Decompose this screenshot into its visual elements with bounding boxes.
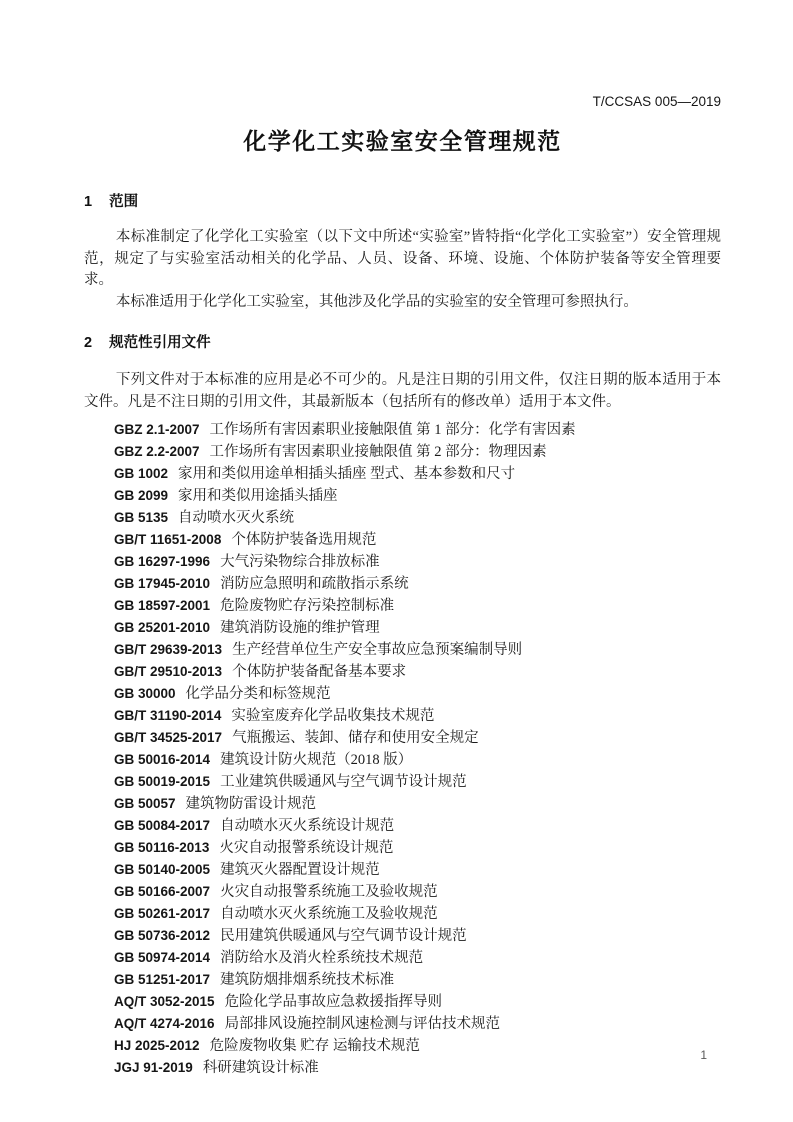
reference-item: [114, 947, 721, 969]
reference-code: GB 50116-2013: [114, 840, 210, 855]
reference-item: [114, 507, 721, 529]
reference-code: GB 25201-2010: [114, 620, 211, 635]
reference-item: [114, 903, 721, 925]
reference-code: GB 18597-2001: [114, 598, 211, 613]
reference-code: AQ/T 3052-2015: [114, 994, 215, 1009]
reference-item: [114, 573, 721, 595]
reference-title: 化学品分类和标签规范: [185, 686, 331, 702]
reference-item: [114, 991, 721, 1013]
reference-code: GB/T 11651-2008: [114, 532, 222, 547]
reference-item: [114, 969, 721, 991]
section-2-title: 规范性引用文件: [109, 335, 211, 351]
reference-code: GB 50261-2017: [114, 906, 211, 921]
reference-title: 家用和类似用途插头插座: [178, 488, 338, 504]
reference-title: 工作场所有害因素职业接触限值 第 2 部分：物理因素: [209, 444, 547, 460]
document-title: 化学化工实验室安全管理规范: [243, 128, 562, 154]
reference-title: 火灾自动报警系统设计规范: [219, 840, 394, 856]
reference-title: 工业建筑供暖通风与空气调节设计规范: [220, 774, 467, 790]
reference-title: 消防给水及消火栓系统技术规范: [220, 950, 424, 966]
reference-title: 科研建筑设计标准: [202, 1060, 319, 1076]
reference-item: [114, 727, 721, 749]
reference-code: JGJ 91-2019: [114, 1060, 193, 1075]
reference-item: [114, 617, 721, 639]
reference-title: 建筑物防雷设计规范: [185, 796, 317, 812]
reference-item: [114, 661, 721, 683]
reference-item: [114, 683, 721, 705]
reference-title: 个体防护装备选用规范: [231, 532, 377, 548]
reference-code: GB 50057: [114, 796, 176, 811]
section-2-number: 2: [84, 335, 93, 351]
reference-code: AQ/T 4274-2016: [114, 1016, 215, 1031]
references-list: [84, 419, 721, 1079]
reference-item: [114, 595, 721, 617]
reference-title: 民用建筑供暖通风与空气调节设计规范: [220, 928, 467, 944]
reference-title: 火灾自动报警系统施工及验收规范: [220, 884, 438, 900]
reference-title: 自动喷水灭火系统施工及验收规范: [220, 906, 438, 922]
references-intro-paragraph: 下列文件对于本标准的应用是必不可少的。凡是注日期的引用文件，仅注日期的版本适用于本文件。凡是不注日期的引用文件，其最新版本（包括所有的修改单）适用于本文件。: [84, 372, 721, 410]
reference-code: GB/T 34525-2017: [114, 730, 223, 745]
reference-code: GB 50140-2005: [114, 862, 211, 877]
reference-title: 危险废物贮存污染控制标准: [220, 598, 395, 614]
reference-item: [114, 749, 721, 771]
reference-code: GB 50016-2014: [114, 752, 211, 767]
reference-title: 局部排风设施控制风速检测与评估技术规范: [224, 1016, 501, 1032]
reference-item: [114, 925, 721, 947]
reference-title: 自动喷水灭火系统: [178, 510, 295, 526]
reference-item: [114, 837, 721, 859]
reference-item: [114, 1057, 721, 1079]
reference-item: [114, 485, 721, 507]
section-2-heading: [84, 333, 721, 353]
reference-code: GB 50084-2017: [114, 818, 211, 833]
reference-code: GB 5135: [114, 510, 169, 525]
reference-item: [114, 529, 721, 551]
reference-title: 危险废物收集 贮存 运输技术规范: [209, 1038, 420, 1054]
reference-item: [114, 859, 721, 881]
reference-item: [114, 771, 721, 793]
reference-title: 建筑设计防火规范（2018 版）: [220, 752, 413, 768]
reference-code: GB 2099: [114, 488, 169, 503]
reference-code: HJ 2025-2012: [114, 1038, 200, 1053]
reference-title: 建筑消防设施的维护管理: [220, 620, 380, 636]
reference-item: [114, 1035, 721, 1057]
reference-item: [114, 881, 721, 903]
reference-title: 建筑灭火器配置设计规范: [220, 862, 380, 878]
reference-title: 气瓶搬运、装卸、储存和使用安全规定: [232, 730, 479, 746]
reference-title: 消防应急照明和疏散指示系统: [220, 576, 409, 592]
standard-number: T/CCSAS 005—2019: [592, 94, 721, 109]
section-1-title: 范围: [109, 194, 139, 210]
section-1-heading: [84, 192, 721, 212]
reference-item: [114, 463, 721, 485]
reference-code: GB/T 29510-2013: [114, 664, 223, 679]
reference-code: GB/T 29639-2013: [114, 642, 223, 657]
reference-code: GB/T 31190-2014: [114, 708, 222, 723]
reference-item: [114, 815, 721, 837]
reference-code: GB 50166-2007: [114, 884, 211, 899]
reference-code: GB 30000: [114, 686, 176, 701]
reference-item: [114, 551, 721, 573]
reference-title: 自动喷水灭火系统设计规范: [220, 818, 395, 834]
reference-title: 建筑防烟排烟系统技术标准: [220, 972, 395, 988]
reference-title: 工作场所有害因素职业接触限值 第 1 部分：化学有害因素: [209, 422, 576, 438]
reference-code: GB 17945-2010: [114, 576, 211, 591]
page-number: 1: [700, 1048, 707, 1062]
reference-item: [114, 419, 721, 441]
reference-item: [114, 441, 721, 463]
document-header: [84, 94, 721, 110]
reference-title: 实验室废弃化学品收集技术规范: [231, 708, 435, 724]
section-1-number: 1: [84, 194, 93, 210]
reference-title: 危险化学品事故应急救援指挥导则: [224, 994, 443, 1010]
reference-title: 大气污染物综合排放标准: [220, 554, 380, 570]
scope-paragraph-2: 本标准适用于化学化工实验室，其他涉及化学品的实验室的安全管理可参照执行。: [115, 293, 638, 310]
reference-item: [114, 1013, 721, 1035]
scope-paragraph-1: 本标准制定了化学化工实验室（以下文中所述“实验室”皆特指“化学化工实验室”）安全管理规范，规定了与实验室活动相关的化学品、人员、设备、环境、设施、个体防护装备等安全管理要求。: [84, 229, 721, 288]
reference-item: [114, 705, 721, 727]
reference-title: 生产经营单位生产安全事故应急预案编制导则: [232, 642, 523, 658]
reference-code: GB 1002: [114, 466, 169, 481]
reference-code: GB 50019-2015: [114, 774, 211, 789]
reference-item: [114, 793, 721, 815]
reference-code: GBZ 2.2-2007: [114, 444, 200, 459]
reference-title: 家用和类似用途单相插头插座 型式、基本参数和尺寸: [178, 466, 516, 482]
reference-code: GBZ 2.1-2007: [114, 422, 200, 437]
reference-title: 个体防护装备配备基本要求: [232, 664, 407, 680]
reference-code: GB 50974-2014: [114, 950, 211, 965]
reference-code: GB 16297-1996: [114, 554, 211, 569]
reference-code: GB 51251-2017: [114, 972, 211, 987]
reference-code: GB 50736-2012: [114, 928, 211, 943]
reference-item: [114, 639, 721, 661]
